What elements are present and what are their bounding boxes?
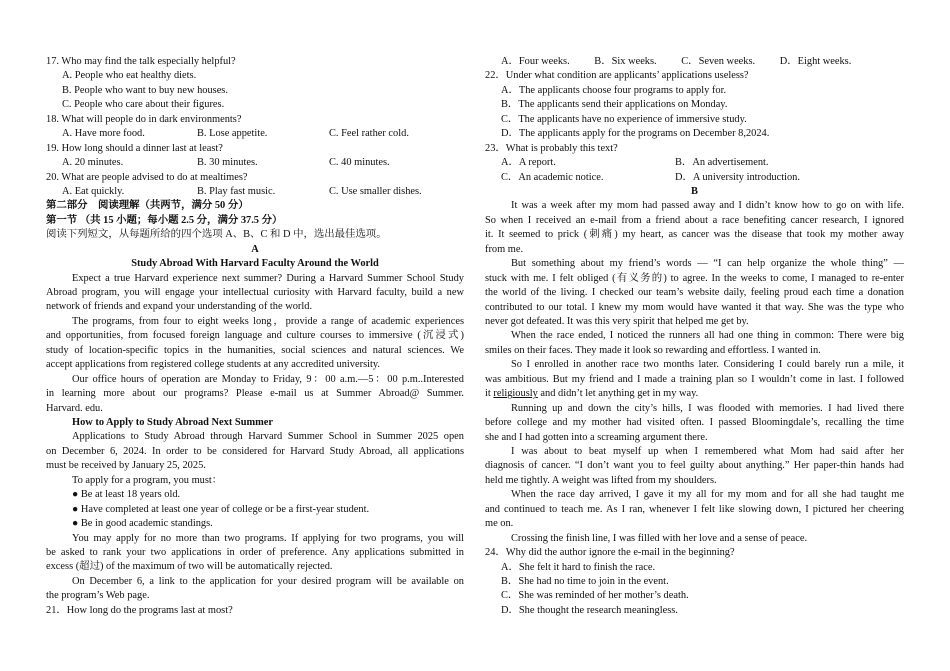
story-paragraph-4 [485, 358, 904, 401]
right-column [485, 55, 904, 618]
section1-title: 第一节 （共 15 小题；每小题 2.5 分，满分 37.5 分） [46, 214, 283, 226]
option-24d: D．She thought the research meaningless. [501, 604, 678, 616]
part2-title: 第二部分 阅读理解（共两节，满分 50 分） [46, 200, 249, 212]
option-18c: C. Feel rather cold. [329, 128, 409, 140]
option-18b: B. Lose appetite. [197, 128, 268, 140]
question-18: 18. What will people do in dark environments? [46, 113, 242, 125]
option-19c: C. 40 minutes. [329, 157, 390, 169]
option-23d: D．A university introduction. [675, 171, 800, 183]
paragraph-line: be asked to rank your two applications in order of preference. Any applications submitted in [46, 547, 464, 559]
paragraph-line: smiles on their faces. They made it look so rewarding and effortless. I wanted in. [485, 344, 821, 356]
paragraph-4 [46, 430, 464, 473]
story-paragraph-3 [485, 329, 904, 358]
instructions: 阅读下列短文，从每题所给的四个选项 A、B、C 和 D 中，选出最佳选项。 [46, 229, 387, 241]
story-paragraph-2 [485, 257, 904, 329]
option-20c: C. Use smaller dishes. [329, 185, 422, 197]
option-21c: C．Seven weeks. [681, 56, 756, 67]
option-21d: D．Eight weeks. [779, 56, 852, 67]
paragraph-line: When the race day arrived, I gave it my all for my mom and for all she had taught me [511, 489, 904, 501]
paragraph-6 [46, 532, 464, 575]
paragraph-line: Harvard. edu. [46, 402, 103, 414]
paragraph-line: never got defeated. It was this very spirit that helped me get by. [485, 315, 749, 327]
question-21: 21．How long do the programs last at most? [46, 604, 233, 616]
paragraph-line: held me tightly. A weight was lifted from my shoulders. [485, 474, 717, 486]
paragraph-line: on December 6, 2024. In order to be considered for Harvard Study Abroad, all applications [46, 445, 464, 457]
option-22b: B．The applicants send their applications on Monday. [501, 99, 728, 111]
paragraph-2 [46, 315, 464, 373]
text-span: and didn’t let anything get in my way. [537, 388, 699, 400]
paragraph-line: study of location-specific topics in the humanities, social sciences and natural sciences. We [46, 344, 464, 356]
requirement-bullet: ● Be in good academic standings. [72, 518, 213, 530]
option-19a: A. 20 minutes. [62, 157, 124, 169]
paragraph-line: The programs, from four to eight weeks long，provide a range of academic experiences [72, 315, 464, 327]
story-paragraph-6 [485, 445, 904, 488]
options-18 [46, 127, 464, 141]
paragraph-line: must be received by January 25, 2025. [46, 460, 206, 472]
paragraph-line: On December 6, a link to the application for your desired program will be available on [72, 575, 464, 587]
option-23a: A．A report. [501, 157, 556, 169]
paragraph-line: When the race ended, I noticed the runners all had one thing in common: There were big [511, 330, 904, 342]
question-17: 17. Who may find the talk especially helpful? [46, 56, 236, 67]
option-17a: A. People who eat healthy diets. [62, 70, 197, 82]
option-23b: B．An advertisement. [675, 157, 769, 169]
requirement-bullet: ● Have completed at least one year of college or be a first-year student. [72, 503, 370, 515]
options-23-ab [485, 156, 904, 170]
apply-heading: How to Apply to Study Abroad Next Summer [72, 417, 274, 429]
option-19b: B. 30 minutes. [197, 157, 258, 169]
paragraph-line: from me. [485, 243, 524, 255]
option-24c: C．She was reminded of her mother’s death. [501, 590, 689, 602]
paragraph-line: You may apply for no more than two programs. If applying for two programs, you will [72, 532, 464, 544]
options-21 [485, 55, 904, 69]
paragraph-line: and continued to teach me. As I ran, whenever I felt like slowing down, I pictured her cheering [485, 503, 904, 515]
question-19: 19. How long should a dinner last at least? [46, 142, 223, 154]
paragraph-line: Running up and down the city’s hills, I was flooded with memories. I had lived there [511, 402, 904, 414]
paragraph-line: network of friends and expand your understanding of the world. [46, 301, 313, 313]
option-20b: B. Play fast music. [197, 185, 276, 197]
option-22a: A．The applicants choose four programs to apply for. [501, 84, 727, 96]
paragraph-line: the program’s Web page. [46, 590, 150, 602]
paragraph-line: she and I had gotten into a screaming argument there. [485, 431, 708, 443]
story-paragraph-7 [485, 488, 904, 531]
option-17c: C. People who care about their figures. [62, 99, 225, 111]
paragraph-line: I was about to beat myself up when I remembered what Mom had said after her [511, 446, 904, 457]
paragraph-line: So when I received an e-mail from a friend about a race benefiting cancer research, I ignored [485, 214, 904, 226]
paragraph-line: and opportunities, from focused foreign language and culture courses to immersive (沉浸式) [46, 330, 464, 342]
passage-a-title: Study Abroad With Harvard Faculty Around the World [131, 258, 379, 270]
paragraph-line: was ambitious. But my friend and I made a training plan so I wouldn’t come in last. I followed [485, 373, 904, 385]
paragraph-line: contributed to our total. I knew my mom would have wanted it that way. She was the type who [485, 301, 904, 313]
question-20: 20. What are people advised to do at mealtimes? [46, 171, 248, 183]
paragraph-line: excess (超过) of the maximum of two will be automatically rejected. [46, 561, 333, 573]
underlined-word-religiously: religiously [493, 388, 538, 400]
text-span: it [485, 388, 494, 400]
paragraph-line: the world of the living. I checked our team’s website daily, feeling proud each time a donation [485, 287, 904, 299]
paragraph-line: It was a week after my mom had passed away and I didn’t know how to go on with life. [511, 200, 904, 212]
option-24a: A．She felt it hard to finish the race. [501, 561, 656, 573]
option-21a: A．Four weeks. [501, 56, 570, 67]
option-22d: D．The applicants apply for the programs on December 8,2024. [501, 128, 770, 140]
options-20 [46, 185, 464, 199]
paragraph-line: diagnosis of cancer. “I don’t want you to feel guilty about anything.” Her paper-thin hands had [485, 460, 904, 472]
paragraph-line: it. It seemed to prick (刺痛) my heart, as cancer was the disease that took my mother away [485, 229, 904, 241]
paragraph-line: So I enrolled in another race two months later. Considering I could barely run a mile, it [511, 359, 904, 371]
requirement-bullet: ● Be at least 18 years old. [72, 489, 181, 501]
paragraph-line: Applications to Study Abroad through Harvard Summer School in Summer 2025 open [72, 431, 464, 443]
passage-b-letter: B [691, 185, 698, 197]
story-paragraph-5 [485, 402, 904, 445]
passage-a-letter: A [251, 243, 259, 255]
options-23-cd [485, 171, 904, 185]
question-24: 24．Why did the author ignore the e-mail in the beginning? [485, 547, 735, 559]
paragraph-line: But something about my friend’s words — “I can help organize the whole thing” — [511, 258, 904, 270]
option-21b: B．Six weeks. [594, 56, 657, 67]
left-column [46, 55, 464, 618]
paragraph-line: accept applications from registered college students at any accredited university. [46, 359, 381, 371]
option-18a: A. Have more food. [62, 128, 145, 140]
option-23c: C．An academic notice. [501, 171, 604, 183]
options-19 [46, 156, 464, 170]
paragraph-line-underlined [485, 387, 904, 401]
paragraph-line: Expect a true Harvard experience next summer? During a Harvard Summer School Study [72, 272, 464, 284]
option-24b: B．She had no time to join in the event. [501, 576, 669, 587]
story-paragraph-8: Crossing the finish line, I was filled with her love and a sense of peace. [511, 532, 808, 544]
paragraph-line: stuck with me. I felt obliged (有义务的) to agree. In the weeks to come, I managed to re-enter [485, 272, 904, 284]
option-20a: A. Eat quickly. [62, 185, 125, 197]
paragraph-line: in learning more about our programs? Please e-mail us at Summer Abroad@ Summer. [46, 388, 464, 400]
paragraph-line: Our office hours of operation are Monday to Friday, 9：00 a.m.—5：00 p.m..Interested [72, 373, 464, 385]
option-22c: C．The applicants have no experience of immersive study. [501, 113, 747, 125]
paragraph-3 [46, 373, 464, 416]
paragraph-line: Abroad program, you will engage your intellectual curiosity with Harvard faculty, build a new [46, 287, 464, 299]
paragraph-line: me on. [485, 518, 514, 530]
paragraph-1 [46, 272, 464, 315]
paragraph-7 [46, 575, 464, 604]
paragraph-line: before college and my mother had visited often. I passed Bloomingdale’s, recalling the time [485, 417, 904, 429]
option-17b: B. People who want to buy new houses. [62, 84, 228, 96]
story-paragraph-1 [485, 199, 904, 257]
question-23: 23．What is probably this text? [485, 142, 618, 154]
paragraph-5: To apply for a program, you must： [72, 474, 223, 486]
question-22: 22．Under what condition are applicants’ applications useless? [485, 70, 749, 82]
